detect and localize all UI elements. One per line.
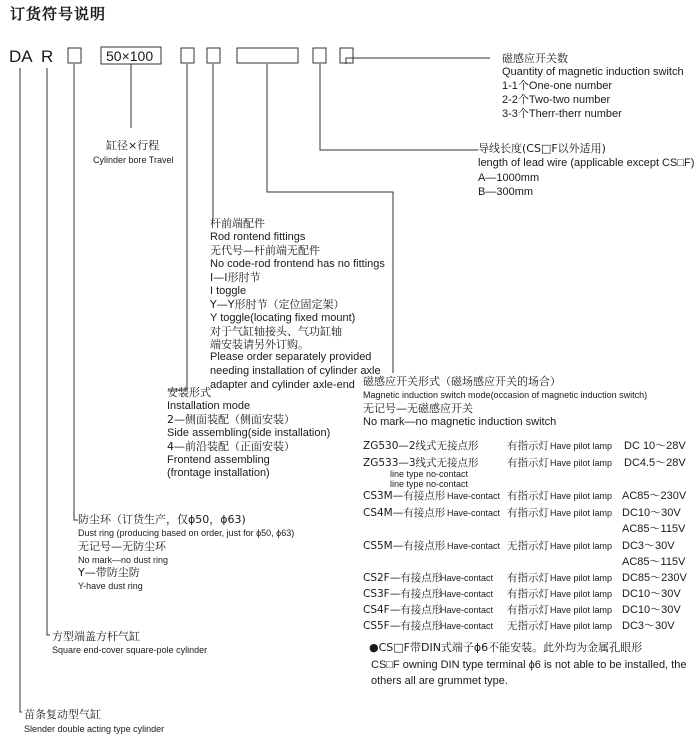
leader-dust: [74, 64, 78, 520]
install-l5: 4—前沿装配（正面安装）: [167, 440, 295, 453]
switch-model: CS2F—有接点形: [363, 572, 443, 584]
switch-pilot-en: Have pilot lamp: [550, 573, 613, 583]
switch-count-cn: 磁感应开关数: [502, 52, 568, 65]
switch-contact-en: Have-contact: [447, 541, 501, 551]
code-box-switch-type: [237, 48, 298, 63]
dust-l1: 防尘环（订货生产，仅ϕ50，ϕ63): [78, 513, 246, 526]
rod-l10: 端安装请另外订购。: [210, 338, 309, 351]
switch-pilot-cn: 有指示灯: [507, 457, 549, 469]
dust-l6: Y-have dust ring: [78, 581, 143, 591]
switch-pilot-en: Have pilot lamp: [550, 589, 613, 599]
install-l7: (frontage installation): [167, 467, 270, 479]
slender-en: Slender double acting type cylinder: [24, 724, 165, 734]
dust-l5: Y—带防尘防: [78, 566, 140, 579]
install-l2: Installation mode: [167, 400, 251, 412]
code-prefix: DA: [9, 47, 33, 66]
switch-pilot-cn: 有指示灯: [507, 490, 549, 502]
switch-pilot-cn: 有指示灯: [507, 588, 549, 600]
switch-model: CS4F—有接点形: [363, 604, 443, 616]
square-en: Square end-cover square-pole cylinder: [52, 645, 208, 655]
leader-lead: [320, 64, 478, 150]
switch-sub: line type no-contact: [390, 479, 469, 489]
switch-voltage: DC10～30V: [622, 507, 681, 519]
switch-voltage: DC10～30V: [622, 604, 681, 616]
switch-pilot-cn: 无指示灯: [507, 540, 549, 552]
dust-l3: 无记号—无防尘环: [78, 540, 166, 553]
switch-contact-en: Have-contact: [440, 621, 494, 631]
switch-model: ZG530—2线式无接点形: [363, 440, 479, 452]
switch-pilot-en: Have pilot lamp: [550, 541, 613, 551]
note-en-1: CS□F owning DIN type terminal ϕ6 is not able to be installed, the: [371, 659, 687, 671]
switch-count-opt2: 2-2个Two-two number: [502, 94, 611, 106]
switch-pilot-en: Have pilot lamp: [550, 491, 613, 501]
switch-type-none-en: No mark—no magnetic induction switch: [363, 416, 557, 428]
switch-count-en: Quantity of magnetic induction switch: [502, 66, 684, 78]
switch-voltage: DC10～30V: [622, 588, 681, 600]
switch-model: CS3F—有接点形: [363, 588, 443, 600]
switch-pilot-cn: 有指示灯: [507, 572, 549, 584]
switch-voltage: DC3～30V: [622, 540, 675, 552]
rod-l7: Y—Y形肘节（定位固定架）: [210, 298, 345, 311]
rod-l5: I—I形肘节: [210, 271, 261, 284]
lead-wire-cn: 导线长度(CS□F以外适用): [478, 142, 606, 155]
square-cn: 方型端盖方杆气缸: [52, 630, 140, 643]
bore-cn: 缸径×行程: [106, 139, 160, 152]
rod-l13: adapter and cylinder axle-end: [210, 379, 355, 391]
switch-contact-en: Have-contact: [440, 589, 494, 599]
code-box-rod: [207, 48, 220, 63]
rod-l12: needing installation of cylinder axle: [210, 365, 381, 377]
leader-slender: [20, 68, 22, 712]
switch-voltage: DC3～30V: [622, 620, 675, 632]
page-title: 订货符号说明: [10, 5, 107, 23]
switch-pilot-cn: 无指示灯: [507, 620, 549, 632]
leader-count: [346, 58, 490, 64]
switch-type-none-cn: 无记号—无磁感应开关: [363, 402, 473, 415]
switch-contact-en: Have-contact: [440, 605, 494, 615]
switch-contact-en: Have-contact: [447, 491, 501, 501]
switch-type-en: Magnetic induction switch mode(occasion of magnetic induction switch): [363, 390, 648, 400]
lead-wire-en: length of lead wire (applicable except CS□F): [478, 157, 695, 169]
rod-l1: 杆前端配件: [210, 217, 265, 230]
dust-l2: Dust ring (producing based on order, just for ϕ50, ϕ63): [78, 528, 295, 538]
switch-pilot-en: Have pilot lamp: [550, 621, 613, 631]
lead-wire-b: B—300mm: [478, 186, 534, 198]
lead-wire-a: A—1000mm: [478, 172, 540, 184]
switch-sub: line type no-contact: [390, 469, 469, 479]
install-l6: Frontend assembling: [167, 454, 270, 466]
code-size: 50×100: [106, 48, 154, 64]
switch-contact-en: Have-contact: [447, 508, 501, 518]
rod-l6: I toggle: [210, 285, 247, 297]
switch-voltage: DC85～230V: [622, 572, 687, 584]
code-box-dust: [68, 48, 81, 63]
switch-type-cn: 磁感应开关形式（磁场感应开关的场合）: [363, 375, 561, 388]
slender-cn: 苗条复动型气缸: [24, 708, 101, 721]
dust-l4: No mark—no dust ring: [78, 555, 169, 565]
leader-install: [168, 64, 187, 390]
install-l1: 安装形式: [167, 386, 211, 399]
switch-voltage-2: AC85～115V: [622, 523, 686, 535]
rod-l3: 无代号—杆前端无配件: [210, 244, 320, 257]
switch-voltage: AC85～230V: [622, 490, 687, 502]
code-box-install: [181, 48, 194, 63]
rod-l11: Please order separately provided: [210, 351, 372, 363]
switch-model: ZG533—3线式无接点形: [363, 457, 479, 469]
switch-model: CS5M—有接点形: [363, 540, 446, 552]
rod-l9: 对于气缸轴接头、气功缸轴: [210, 325, 342, 338]
switch-model: CS3M—有接点形: [363, 490, 446, 502]
switch-count-opt3: 3-3个Therr-therr number: [502, 108, 622, 120]
code-box-lead: [313, 48, 326, 63]
rod-l2: Rod rontend fittings: [210, 231, 306, 243]
switch-pilot-en: Have pilot lamp: [550, 605, 613, 615]
switch-contact-en: Have-contact: [440, 573, 494, 583]
switch-pilot-cn: 有指示灯: [507, 440, 549, 452]
switch-pilot-en: Have pilot lamp: [550, 441, 613, 451]
switch-voltage-2: AC85～115V: [622, 556, 686, 568]
note-en-2: others all are grummet type.: [371, 675, 508, 687]
leader-square: [47, 68, 50, 635]
install-l4: Side assembling(side installation): [167, 427, 331, 439]
bore-en: Cylinder bore Travel: [93, 155, 174, 165]
switch-pilot-en: Have pilot lamp: [550, 458, 613, 468]
switch-pilot-cn: 有指示灯: [507, 604, 549, 616]
note-cn: ●CS□F带DIN式端子ϕ6不能安装。此外均为金属孔眼形: [369, 641, 643, 654]
switch-count-opt1: 1-1个One-one number: [502, 80, 613, 92]
switch-model: CS5F—有接点形: [363, 620, 443, 632]
rod-l8: Y toggle(locating fixed mount): [210, 312, 356, 324]
switch-voltage: DC 10～28V: [624, 440, 686, 452]
code-letter: R: [41, 47, 54, 66]
switch-voltage: DC4.5～28V: [624, 457, 686, 469]
switch-model: CS4M—有接点形: [363, 507, 446, 519]
install-l3: 2—侧面装配（侧面安装）: [167, 413, 295, 426]
rod-l4: No code-rod frontend has no fittings: [210, 258, 385, 270]
switch-pilot-en: Have pilot lamp: [550, 508, 613, 518]
switch-pilot-cn: 有指示灯: [507, 507, 549, 519]
